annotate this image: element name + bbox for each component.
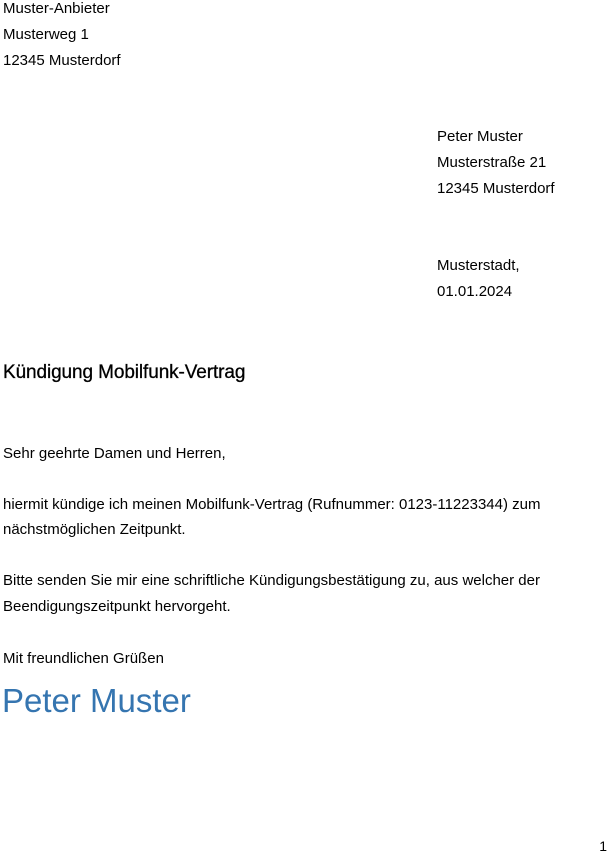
- closing: Mit freundlichen Grüßen: [3, 650, 164, 667]
- page-number: 1: [599, 838, 607, 854]
- paragraph-line: Bitte senden Sie mir eine schriftliche Kündigungsbestätigung zu, aus welcher der: [3, 572, 540, 589]
- sender-city: 12345 Musterdorf: [3, 52, 121, 69]
- letter-subject: Kündigung Mobilfunk-Vertrag: [3, 362, 246, 383]
- place: Musterstadt,: [437, 257, 520, 274]
- sender-name: Muster-Anbieter: [3, 0, 110, 17]
- recipient-street: Musterstraße 21: [437, 154, 547, 171]
- salutation: Sehr geehrte Damen und Herren,: [3, 445, 226, 462]
- paragraph-line: Beendigungszeitpunkt hervorgeht.: [3, 598, 231, 615]
- recipient-name: Peter Muster: [437, 128, 523, 145]
- sender-street: Musterweg 1: [3, 26, 89, 43]
- recipient-city: 12345 Musterdorf: [437, 180, 555, 197]
- paragraph-line: nächstmöglichen Zeitpunkt.: [3, 521, 186, 538]
- date: 01.01.2024: [437, 283, 513, 300]
- paragraph-line: hiermit kündige ich meinen Mobilfunk-Vertrag (Rufnummer: 0123-11223344) zum: [3, 496, 541, 513]
- signature: Peter Muster: [2, 682, 191, 719]
